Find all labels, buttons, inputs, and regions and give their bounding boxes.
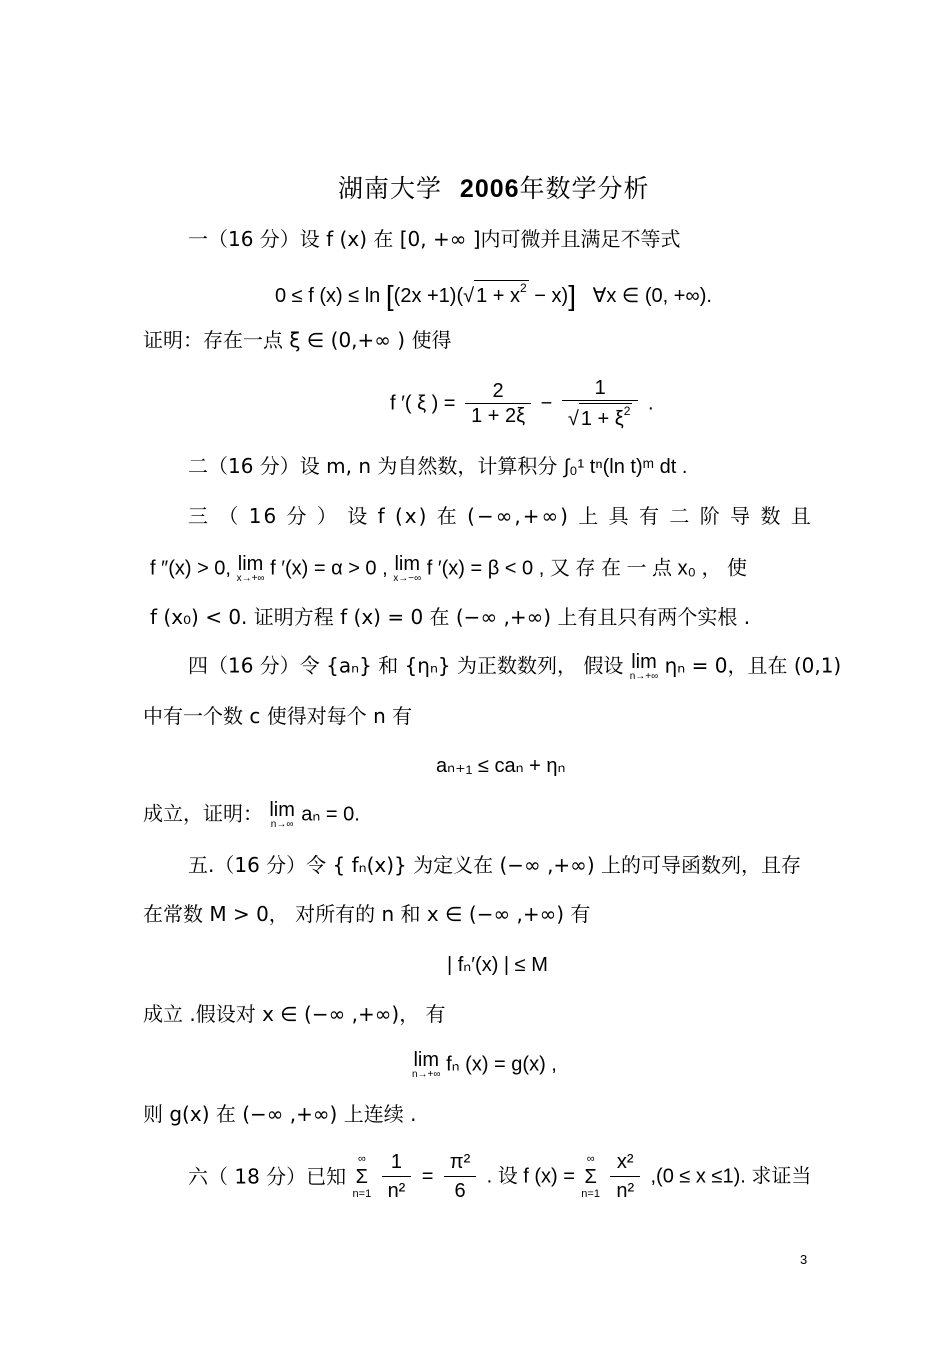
pi-over-six: $\frac{\text{π²}}{6}$ [444, 1148, 476, 1205]
title-subject: 年数学分析 [519, 174, 650, 203]
problem-6: 六（ 18 分）已知 ∞ Σ n=1 $\frac{1}{\text{n²}}$ = $\frac{\text{π²}}{6}$ . 设 f (x) = ∞ Σ n=1 $\frac{\text{x²}}{\text{n²}}$ ,(0 ≤ x ≤1). 求证当 [188, 1148, 811, 1205]
limit-n-3: lim n→+∞ [412, 1049, 441, 1080]
ineq-tail: − x) [534, 285, 569, 307]
problem-1-intro: 一（16 分）设 f (x) 在 [0, +∞ ]内可微并且满足不等式 [188, 227, 681, 251]
problem-4-line3: 成立，证明： lim n→∞ aₙ = 0. [143, 799, 360, 830]
title-year: 2006 [459, 175, 520, 203]
problem-3-line1: 三 （ 16 分 ） 设 f (x) 在 (−∞,+∞) 上 具 有 二 阶 导 数 且 [188, 504, 813, 528]
problem-5-formula: | fₙ′(x) | ≤ M [447, 954, 548, 976]
limit-n: lim n→+∞ [629, 651, 659, 682]
series-term: $\frac{\text{x²}}{\text{n²}}$ [610, 1148, 640, 1205]
problem-5-line2: 在常数 M > 0， 对所有的 n 和 x ∈ (−∞ ,+∞) 有 [143, 902, 591, 926]
problem-4-line2: 中有一个数 c 使得对每个 n 有 [143, 704, 413, 728]
problem-5-line3: 成立 .假设对 x ∈ (−∞ ,+∞)， 有 [143, 1002, 446, 1026]
ineq-forall: ∀x ∈ (0, +∞). [592, 285, 712, 307]
title-school: 湖南大学 [338, 174, 443, 203]
problem-3-line2: f ″(x) > 0, lim x→+∞ f ′(x) = α > 0 , lim x→−∞ f ′(x) = β < 0 , 又 存 在 一 点 x₀ ， 使 [150, 553, 748, 584]
limit-n-2: lim n→∞ [269, 799, 295, 830]
fraction-2: $\frac{1}{√ 1 + \xi^2}$ [562, 376, 639, 431]
problem-5-formula2: lim n→+∞ fₙ (x) = g(x) , [412, 1049, 557, 1080]
problem-3-line3: f (x₀) < 0. 证明方程 f (x) = 0 在 (−∞ ,+∞) 上有且只有两个实根 . [150, 605, 751, 629]
limit-x-minus: lim x→−∞ [393, 553, 422, 584]
sum-term: $\frac{1}{\text{n²}}$ [382, 1148, 412, 1205]
ineq-left: 0 ≤ f (x) ≤ ln [275, 285, 381, 307]
problem-5-line4: 则 g(x) 在 (−∞ ,+∞) 上连续 . [143, 1102, 417, 1126]
sum-symbol-2: ∞ Σ n=1 [581, 1153, 600, 1200]
problem-1-equation: f ′( ξ ) = $\frac{2}{1 + 2\xi}$ − $\frac{1}{√ 1 + \xi^2}$ . [390, 377, 654, 430]
ineq-sqrt: 1 + x [476, 285, 521, 307]
problem-2-integral: ∫₀¹ tⁿ(ln t)ᵐ dt . [563, 456, 688, 478]
problem-2-text: 二（16 分）设 m, n 为自然数，计算积分 [188, 454, 558, 478]
sum-symbol: ∞ Σ n=1 [352, 1153, 372, 1200]
eq-left: f ′( ξ ) = [390, 392, 456, 415]
ineq-paren: (2x +1)( [393, 285, 464, 307]
limit-x-plus: lim x→+∞ [236, 553, 265, 584]
page-number: 3 [800, 1252, 808, 1267]
fraction-1: $\frac{2}{1 + 2\xi}$ [465, 379, 531, 428]
page-title [338, 176, 650, 202]
problem-2 [188, 456, 687, 477]
problem-1-inequality: 0 ≤ f (x) ≤ ln [(2x +1)(√ $1 + x^2 - x$)] ∀x ∈ (0, +∞). [275, 280, 712, 311]
problem-4-line1: 四（16 分）令 {aₙ} 和 {ηₙ} 为正数数列， 假设 lim n→+∞ ηₙ = 0，且在 (0,1) [188, 651, 842, 682]
problem-1-prove: 证明：存在一点 ξ ∈ (0,+∞ ) 使得 [143, 328, 452, 352]
problem-5-line1: 五.（16 分）令 { fₙ(x)} 为定义在 (−∞ ,+∞) 上的可导函数列，且存 [188, 853, 802, 877]
problem-4-formula: aₙ₊₁ ≤ caₙ + ηₙ [436, 755, 566, 777]
